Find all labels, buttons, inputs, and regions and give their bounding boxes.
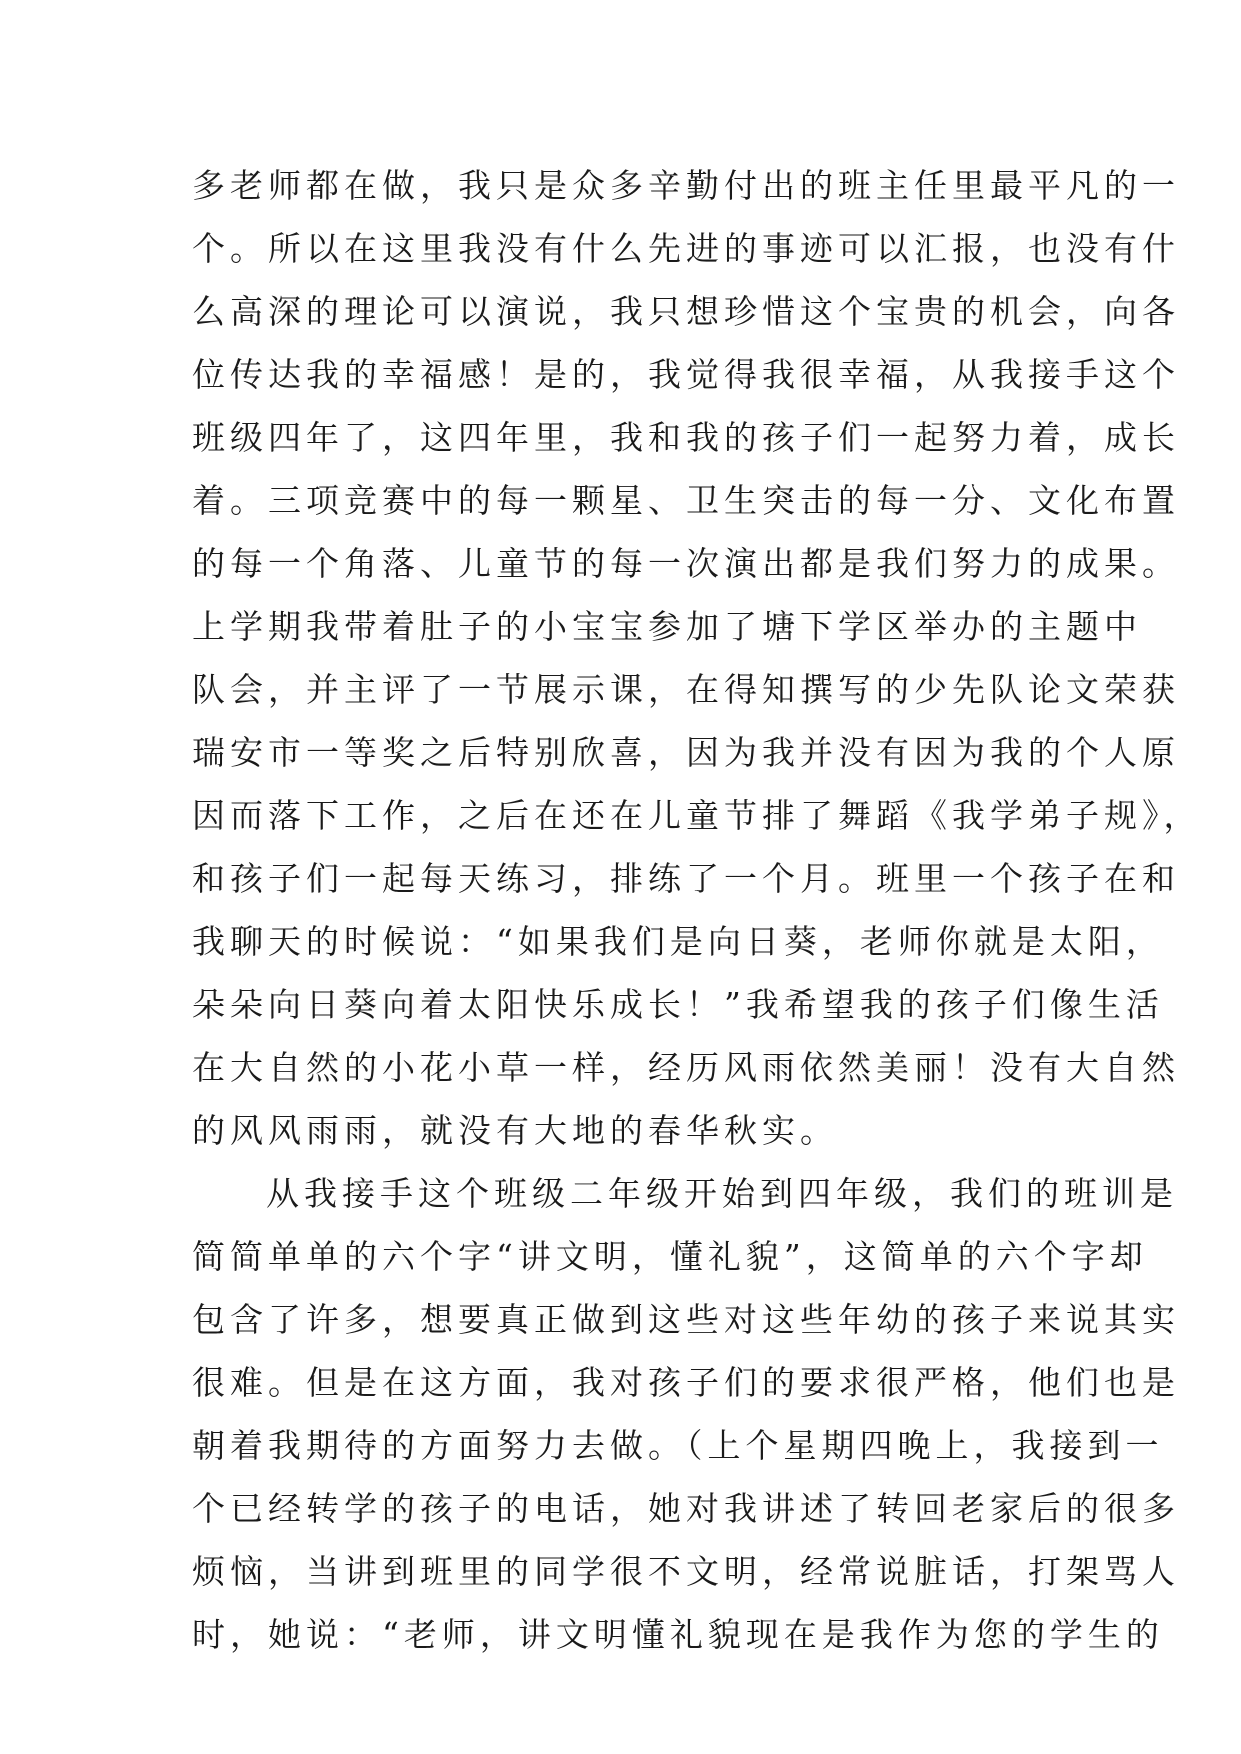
text-line: 么高深的理论可以演说，我只想珍惜这个宝贵的机会，向各 <box>192 292 1180 331</box>
text-line: 简简单单的六个字“讲文明，懂礼貌”，这简单的六个字却 <box>192 1237 1148 1276</box>
document-body <box>192 154 1202 1666</box>
text-line: 包含了许多，想要真正做到这些对这些年幼的孩子来说其实 <box>192 1300 1180 1339</box>
text-line: 很难。但是在这方面，我对孩子们的要求很严格，他们也是 <box>192 1363 1180 1402</box>
text-line: 我聊天的时候说：“如果我们是向日葵，老师你就是太阳， <box>192 922 1164 961</box>
text-line: 队会，并主评了一节展示课，在得知撰写的少先队论文荣获 <box>192 670 1180 709</box>
text-line: 因而落下工作，之后在还在儿童节排了舞蹈《我学弟子规》， <box>192 796 1202 835</box>
text-line: 从我接手这个班级二年级开始到四年级，我们的班训是 <box>266 1174 1178 1213</box>
text-line: 朝着我期待的方面努力去做。（上个星期四晚上，我接到一 <box>192 1426 1164 1465</box>
text-line: 班级四年了，这四年里，我和我的孩子们一起努力着，成长 <box>192 418 1180 457</box>
text-line: 位传达我的幸福感！是的，我觉得我很幸福，从我接手这个 <box>192 355 1180 394</box>
text-line: 着。三项竞赛中的每一颗星、卫生突击的每一分、文化布置 <box>192 481 1180 520</box>
text-line: 烦恼，当讲到班里的同学很不文明，经常说脏话，打架骂人 <box>192 1552 1180 1591</box>
text-line: 时，她说：“老师，讲文明懂礼貌现在是我作为您的学生的 <box>192 1615 1164 1654</box>
text-line: 的风风雨雨，就没有大地的春华秋实。 <box>192 1111 838 1150</box>
text-line: 多老师都在做，我只是众多辛勤付出的班主任里最平凡的一 <box>192 166 1180 205</box>
text-line: 上学期我带着肚子的小宝宝参加了塘下学区举办的主题中 <box>192 607 1142 646</box>
text-line: 瑞安市一等奖之后特别欣喜，因为我并没有因为我的个人原 <box>192 733 1180 772</box>
text-line: 在大自然的小花小草一样，经历风雨依然美丽！没有大自然 <box>192 1048 1180 1087</box>
paragraph-1 <box>192 154 1202 1162</box>
text-line: 个已经转学的孩子的电话，她对我讲述了转回老家后的很多 <box>192 1489 1180 1528</box>
paragraph-2 <box>192 1162 1180 1666</box>
text-line: 朵朵向日葵向着太阳快乐成长！”我希望我的孩子们像生活 <box>192 985 1164 1024</box>
text-line: 个。所以在这里我没有什么先进的事迹可以汇报，也没有什 <box>192 229 1180 268</box>
text-line: 和孩子们一起每天练习，排练了一个月。班里一个孩子在和 <box>192 859 1180 898</box>
text-line: 的每一个角落、儿童节的每一次演出都是我们努力的成果。 <box>192 544 1180 583</box>
